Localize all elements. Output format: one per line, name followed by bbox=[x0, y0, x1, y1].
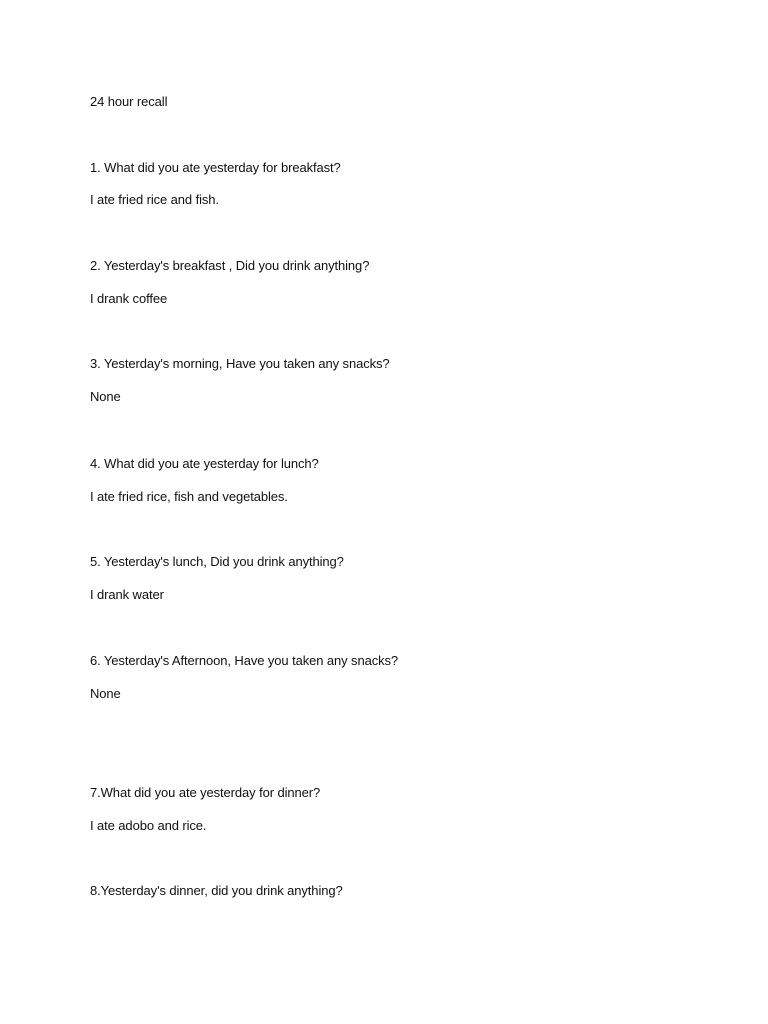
question-3: 3. Yesterday's morning, Have you taken any snacks? bbox=[90, 356, 390, 371]
question-1: 1. What did you ate yesterday for breakfast? bbox=[90, 160, 341, 175]
answer-3: None bbox=[90, 389, 121, 404]
question-6: 6. Yesterday's Afternoon, Have you taken any snacks? bbox=[90, 653, 399, 668]
answer-4: I ate fried rice, fish and vegetables. bbox=[90, 489, 288, 504]
question-7: 7.What did you ate yesterday for dinner? bbox=[90, 785, 321, 800]
answer-6: None bbox=[90, 686, 121, 701]
answer-5: I drank water bbox=[90, 587, 164, 602]
question-5: 5. Yesterday's lunch, Did you drink anything? bbox=[90, 554, 344, 569]
question-2: 2. Yesterday's breakfast , Did you drink anything? bbox=[90, 258, 370, 273]
answer-1: I ate fried rice and fish. bbox=[90, 192, 219, 207]
question-4: 4. What did you ate yesterday for lunch? bbox=[90, 456, 319, 471]
answer-7: I ate adobo and rice. bbox=[90, 818, 207, 833]
document-title: 24 hour recall bbox=[90, 94, 168, 109]
question-8: 8.Yesterday's dinner, did you drink anything? bbox=[90, 883, 343, 898]
answer-2: I drank coffee bbox=[90, 291, 168, 306]
